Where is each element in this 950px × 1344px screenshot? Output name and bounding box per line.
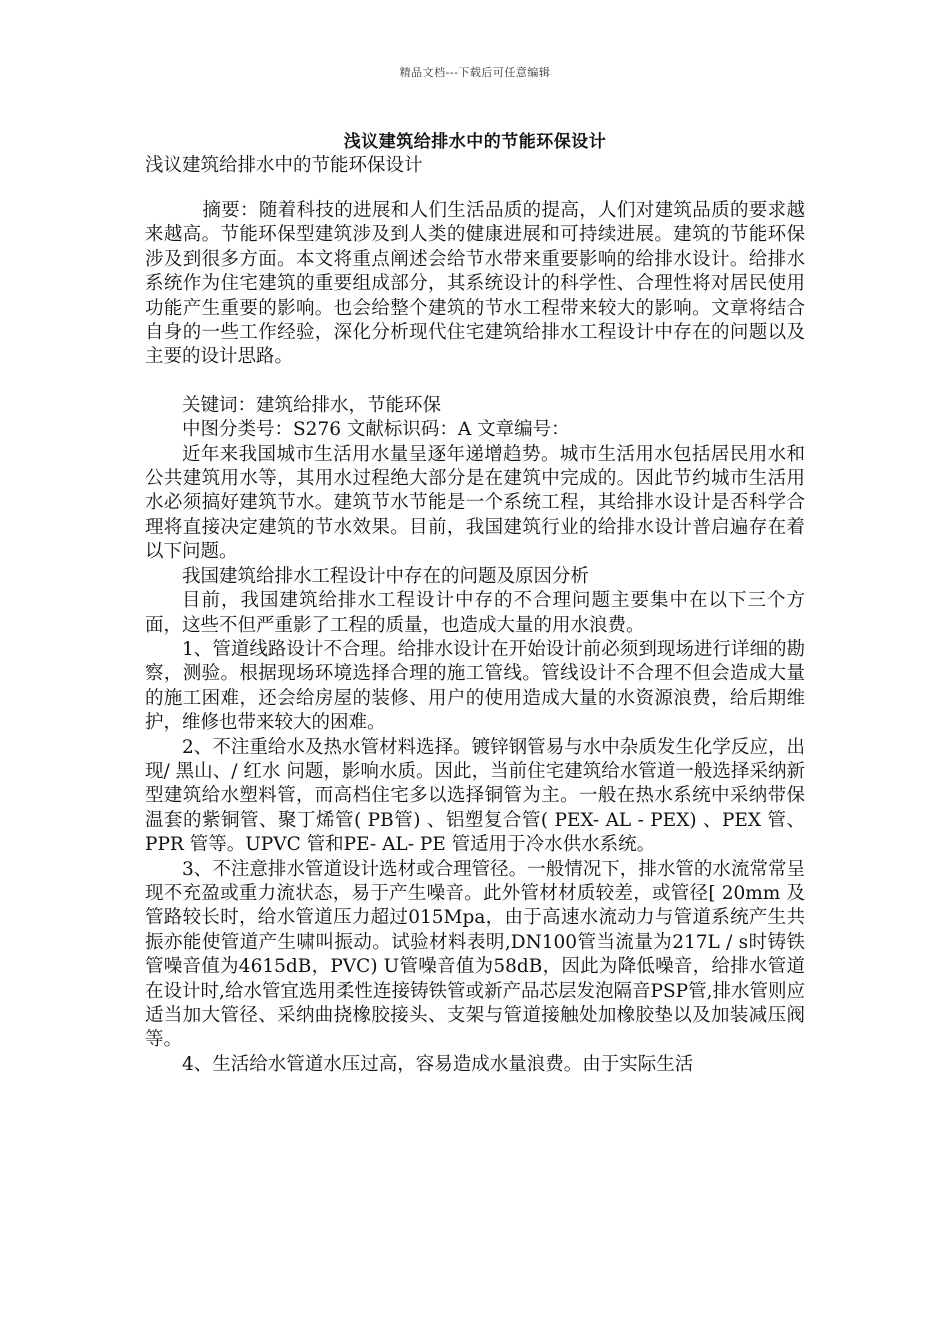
body-paragraph: 目前，我国建筑给排水工程设计中存的不合理问题主要集中在以下三个方面，这些不但严重影了工程的质量，也造成大量的用水浪费。	[145, 590, 805, 636]
classification-line: 中图分类号：S276 文献标识码：A 文章编号：	[182, 419, 570, 441]
body-paragraph: 近年来我国城市生活用水量呈逐年递增趋势。城市生活用水包括居民用水和公共建筑用水等，其用水过程绝大部分是在建筑中完成的。因此节约城市生活用水必须搞好建筑节水。建筑节水节能是一个系统工程，其给排水设计是否科学合理将直接决定建筑的节水效果。目前，我国建筑行业的给排水设计普启遍存在着以下问题。	[145, 443, 805, 563]
body-paragraph: 4、生活给水管道水压过高，容易造成水量浪费。由于实际生活	[182, 1053, 694, 1075]
body-paragraph: 2、不注重给水及热水管材料选择。镀锌钢管易与水中杂质发生化学反应，出现/ 黑山、/ 红水 问题，影响水质。因此，当前住宅建筑给水管道一般选择采纳新型建筑给水塑料管，而高档住宅多以选择铜管为主。一般在热水系统中采纳带保温套的紫铜管、聚丁烯管( PB管) 、铝塑复合管( PEX- AL - PEX) 、PEX 管、PPR 管等。UPVC 管和PE- AL- PE 管适用于冷水供水系统。	[145, 736, 805, 856]
document-subtitle: 浅议建筑给排水中的节能环保设计	[145, 155, 423, 176]
document-title: 浅议建筑给排水中的节能环保设计	[343, 132, 607, 152]
keywords-line: 关键词：建筑给排水，节能环保	[182, 394, 442, 416]
abstract-paragraph: 摘要：随着科技的进展和人们生活品质的提高，人们对建筑品质的要求越来越高。节能环保型建筑涉及到人类的健康进展和可持续进展。建筑的节能环保涉及到很多方面。本文将重点阐述会给节水带来重要影响的给排水设计。给排水系统作为住宅建筑的重要组成部分，其系统设计的科学性、合理性将对居民使用功能产生重要的影响。也会给整个建筑的节水工程带来较大的影响。文章将结合自身的一些工作经验，深化分析现代住宅建筑给排水工程设计中存在的问题以及主要的设计思路。	[145, 200, 805, 368]
header-note: 精品文档---下载后可任意编辑	[399, 66, 551, 79]
document-body	[145, 199, 805, 1077]
body-paragraph: 3、不注意排水管道设计选材或合理管径。一般情况下，排水管的水流常常呈现不充盈或重力流状态，易于产生噪音。此外管材材质较差，或管径[ 20mm 及管路较长时，给水管道压力超过015Mpa，由于高速水流动力与管道系统产生共振亦能使管道产生啸叫振动。试验材料表明,DN100管当流量为217L / s时铸铁管噪音值为4615dB，PVC) U管噪音值为58dB，因此为降低噪音，给排水管道在设计时,给水管宜选用柔性连接铸铁管或新产品芯层发泡隔音PSP管,排水管则应适当加大管径、采纳曲挠橡胶接头、支架与管道接触处加橡胶垫以及加装减压阀等。	[145, 858, 805, 1051]
body-paragraph: 1、管道线路设计不合理。给排水设计在开始设计前必须到现场进行详细的勘察，测验。根据现场环境选择合理的施工管线。管线设计不合理不但会造成大量的施工困难，还会给房屋的装修、用户的使用造成大量的水资源浪费，给后期维护，维修也带来较大的困难。	[145, 638, 805, 734]
section-heading: 我国建筑给排水工程设计中存在的问题及原因分析	[182, 565, 590, 587]
